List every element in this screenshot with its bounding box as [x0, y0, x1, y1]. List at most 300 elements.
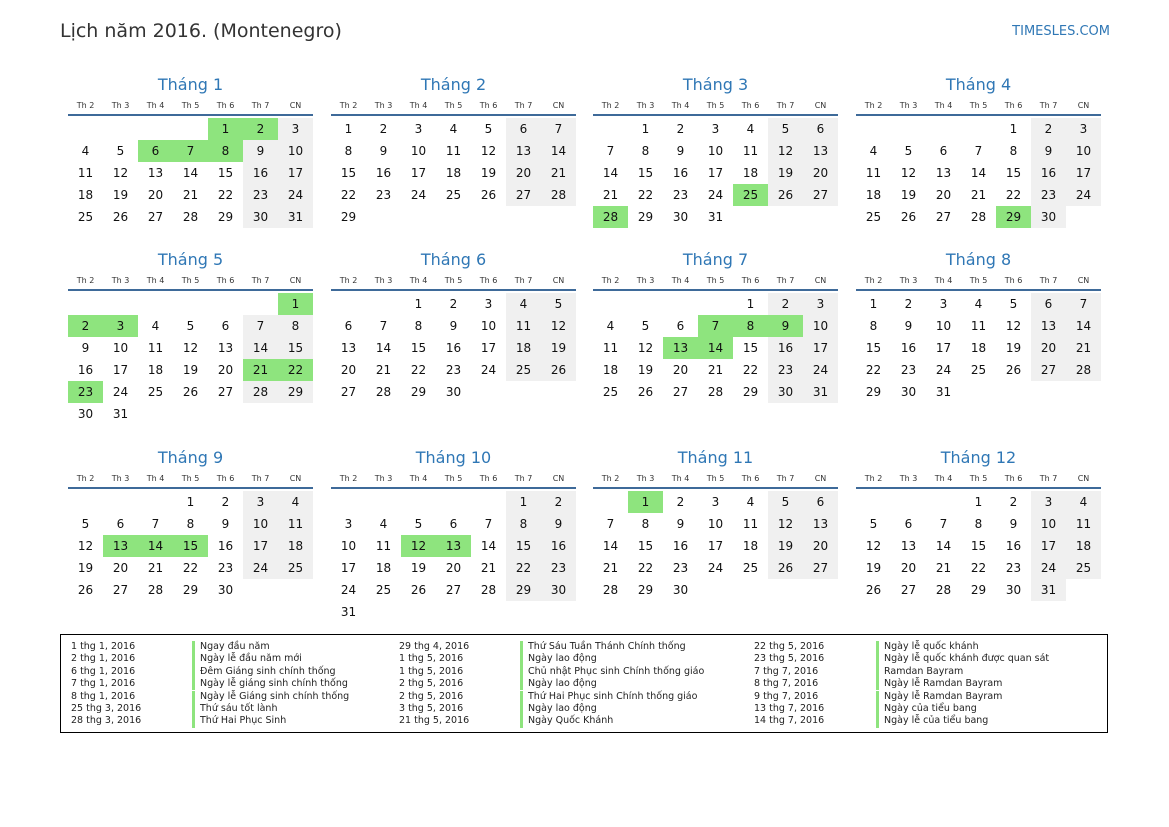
day-cell: 14 — [1066, 315, 1101, 337]
day-cell: 30 — [1031, 206, 1066, 228]
empty-cell — [961, 118, 996, 140]
weekday-label: CN — [552, 101, 565, 110]
day-cell: 14 — [602, 539, 619, 553]
day-cell: 25 — [445, 188, 462, 202]
day-cell: 8 — [414, 319, 423, 333]
day-cell: 11 — [77, 166, 94, 180]
day-cell: 23 — [445, 363, 462, 377]
day-cell: 22 — [1005, 188, 1022, 202]
day-cell: 14 — [541, 140, 576, 162]
day-cell: 26 — [112, 210, 129, 224]
month-title: Tháng 11 — [677, 448, 754, 467]
day-cell: 22 — [410, 363, 427, 377]
empty-cell — [401, 491, 436, 513]
day-cell: 20 — [1031, 337, 1066, 359]
day-cell: 10 — [803, 315, 838, 337]
day-cell: 28 — [243, 381, 278, 403]
day-cell: 16 — [445, 341, 462, 355]
weekday-label: Th 3 — [374, 101, 393, 110]
weekday-label: Th 2 — [601, 101, 620, 110]
day-cell: 22 — [217, 188, 234, 202]
day-cell: 21 — [1066, 337, 1101, 359]
day-cell: 4 — [1066, 491, 1101, 513]
day-cell: 5 — [116, 144, 125, 158]
day-cell: 27 — [445, 583, 462, 597]
weekday-label: CN — [1077, 474, 1090, 483]
weekday-label: Th 3 — [899, 276, 918, 285]
day-cell: 1 — [869, 297, 878, 311]
month-title: Tháng 1 — [157, 75, 224, 94]
day-cell: 10 — [1066, 140, 1101, 162]
day-cell: 19 — [77, 561, 94, 575]
day-cell: 3 — [484, 297, 493, 311]
weekday-label: Th 6 — [1004, 101, 1023, 110]
day-cell: 19 — [182, 363, 199, 377]
day-cell: 18 — [1066, 535, 1101, 557]
day-cell: 15 — [506, 535, 541, 557]
day-cell: 26 — [1005, 363, 1022, 377]
day-cell: 23 — [672, 188, 689, 202]
weekday-label: Th 5 — [706, 276, 725, 285]
weekday-label: Th 2 — [339, 101, 358, 110]
day-cell: 23 — [541, 557, 576, 579]
day-cell: 4 — [379, 517, 388, 531]
day-cell: 25 — [602, 385, 619, 399]
day-cell: 25 — [742, 561, 759, 575]
weekday-label: Th 5 — [969, 101, 988, 110]
holiday-day-cell: 1 — [278, 293, 313, 315]
weekday-header — [593, 273, 838, 291]
day-cell: 2 — [904, 297, 913, 311]
day-cell: 24 — [480, 363, 497, 377]
weekday-label: Th 2 — [339, 276, 358, 285]
day-cell: 19 — [410, 561, 427, 575]
day-cell: 28 — [147, 583, 164, 597]
empty-cell — [103, 118, 138, 140]
day-cell: 30 — [672, 210, 689, 224]
legend-holiday-name: Ngày lao động — [520, 653, 597, 665]
day-cell: 8 — [1009, 144, 1018, 158]
weekday-label: Th 6 — [216, 276, 235, 285]
day-cell: 30 — [1005, 583, 1022, 597]
day-cell: 6 — [506, 118, 541, 140]
day-cell: 9 — [1009, 517, 1018, 531]
day-cell: 28 — [480, 583, 497, 597]
day-cell: 23 — [243, 184, 278, 206]
day-cell: 8 — [641, 517, 650, 531]
day-cell: 19 — [900, 188, 917, 202]
legend-date: 2 thg 1, 2016 — [71, 653, 136, 665]
empty-cell — [471, 491, 506, 513]
day-cell: 1 — [1009, 122, 1018, 136]
weekday-label: Th 5 — [181, 474, 200, 483]
day-cell: 15 — [637, 166, 654, 180]
holiday-day-cell: 2 — [68, 315, 103, 337]
day-cell: 27 — [340, 385, 357, 399]
weekday-label: CN — [289, 276, 302, 285]
day-cell: 14 — [480, 539, 497, 553]
legend-holiday-name: Ngày lễ Ramdan Bayram — [876, 691, 1002, 703]
day-cell: 20 — [935, 188, 952, 202]
day-cell: 27 — [672, 385, 689, 399]
month-block — [856, 249, 1101, 403]
weekday-label: Th 5 — [706, 474, 725, 483]
day-cell: 2 — [676, 122, 685, 136]
day-cell: 5 — [904, 144, 913, 158]
page-title: Lịch năm 2016. (Montenegro) — [60, 20, 342, 42]
holiday-day-cell: 15 — [173, 535, 208, 557]
day-cell: 31 — [707, 210, 724, 224]
day-cell: 21 — [970, 188, 987, 202]
day-cell: 7 — [541, 118, 576, 140]
day-cell: 7 — [974, 144, 983, 158]
day-cell: 4 — [746, 495, 755, 509]
day-grid — [593, 293, 838, 403]
day-cell: 9 — [904, 319, 913, 333]
day-cell: 9 — [81, 341, 90, 355]
day-cell: 9 — [1031, 140, 1066, 162]
day-cell: 16 — [541, 535, 576, 557]
day-cell: 29 — [637, 210, 654, 224]
day-cell: 23 — [217, 561, 234, 575]
day-cell: 17 — [935, 341, 952, 355]
day-cell: 5 — [768, 118, 803, 140]
weekday-header — [68, 471, 313, 489]
day-cell: 17 — [480, 341, 497, 355]
day-cell: 1 — [506, 491, 541, 513]
day-cell: 13 — [1031, 315, 1066, 337]
day-cell: 27 — [1031, 359, 1066, 381]
weekday-label: Th 4 — [934, 474, 953, 483]
legend-holiday-name: Ngày lễ giáng sinh chính thống — [192, 678, 348, 690]
weekday-header — [68, 273, 313, 291]
holiday-day-cell: 2 — [243, 118, 278, 140]
day-cell: 1 — [746, 297, 755, 311]
month-title: Tháng 2 — [420, 75, 487, 94]
day-cell: 26 — [480, 188, 497, 202]
day-cell: 5 — [1009, 297, 1018, 311]
day-cell: 19 — [541, 337, 576, 359]
day-cell: 7 — [379, 319, 388, 333]
day-cell: 26 — [865, 583, 882, 597]
day-cell: 25 — [77, 210, 94, 224]
legend-date: 25 thg 3, 2016 — [71, 703, 142, 714]
day-cell: 26 — [637, 385, 654, 399]
day-grid — [856, 491, 1101, 601]
holiday-day-cell: 9 — [768, 315, 803, 337]
day-cell: 22 — [506, 557, 541, 579]
day-cell: 2 — [676, 495, 685, 509]
day-cell: 8 — [869, 319, 878, 333]
day-cell: 4 — [746, 122, 755, 136]
legend-holiday-name: Thứ Hai Phục sinh Chính thống giáo — [520, 691, 697, 703]
day-cell: 4 — [974, 297, 983, 311]
day-cell: 30 — [77, 407, 94, 421]
day-cell: 1 — [641, 122, 650, 136]
day-cell: 5 — [641, 319, 650, 333]
holiday-day-cell: 22 — [278, 359, 313, 381]
day-grid — [856, 118, 1101, 228]
weekday-header — [331, 273, 576, 291]
empty-cell — [331, 491, 366, 513]
weekday-label: Th 5 — [181, 276, 200, 285]
day-cell: 29 — [742, 385, 759, 399]
day-cell: 2 — [449, 297, 458, 311]
weekday-label: Th 5 — [444, 276, 463, 285]
day-cell: 15 — [637, 539, 654, 553]
day-cell: 3 — [1066, 118, 1101, 140]
weekday-label: Th 7 — [776, 276, 795, 285]
weekday-label: Th 3 — [374, 474, 393, 483]
day-cell: 27 — [900, 583, 917, 597]
day-cell: 6 — [939, 144, 948, 158]
day-cell: 4 — [506, 293, 541, 315]
legend-date: 1 thg 5, 2016 — [399, 665, 464, 677]
day-cell: 9 — [676, 144, 685, 158]
day-cell: 17 — [707, 539, 724, 553]
day-cell: 10 — [278, 140, 313, 162]
day-cell: 12 — [77, 539, 94, 553]
day-cell: 15 — [1005, 166, 1022, 180]
weekday-label: CN — [1077, 101, 1090, 110]
day-cell: 20 — [340, 363, 357, 377]
day-cell: 10 — [410, 144, 427, 158]
weekday-label: CN — [814, 276, 827, 285]
day-cell: 25 — [1066, 557, 1101, 579]
day-grid — [331, 293, 576, 403]
legend-date: 8 thg 7, 2016 — [754, 678, 819, 690]
day-cell: 3 — [939, 297, 948, 311]
month-title: Tháng 4 — [945, 75, 1012, 94]
empty-cell — [891, 491, 926, 513]
month-block — [856, 447, 1101, 601]
day-cell: 18 — [147, 363, 164, 377]
empty-cell — [138, 293, 173, 315]
day-cell: 8 — [974, 517, 983, 531]
day-cell: 16 — [77, 363, 94, 377]
day-cell: 9 — [243, 140, 278, 162]
day-cell: 5 — [768, 491, 803, 513]
day-cell: 5 — [414, 517, 423, 531]
day-cell: 3 — [1031, 491, 1066, 513]
legend-date: 9 thg 7, 2016 — [754, 690, 819, 702]
empty-cell — [173, 118, 208, 140]
weekday-header — [68, 98, 313, 116]
weekday-label: Th 3 — [636, 101, 655, 110]
day-cell: 25 — [865, 210, 882, 224]
day-cell: 12 — [1005, 319, 1022, 333]
day-cell: 17 — [410, 166, 427, 180]
legend-date: 23 thg 5, 2016 — [754, 653, 825, 665]
day-cell: 26 — [182, 385, 199, 399]
day-cell: 21 — [935, 561, 952, 575]
day-cell: 21 — [182, 188, 199, 202]
day-cell: 6 — [116, 517, 125, 531]
holiday-day-cell: 23 — [68, 381, 103, 403]
day-cell: 16 — [217, 539, 234, 553]
day-cell: 15 — [410, 341, 427, 355]
weekday-label: Th 6 — [1004, 474, 1023, 483]
day-cell: 30 — [900, 385, 917, 399]
day-cell: 13 — [217, 341, 234, 355]
day-cell: 18 — [375, 561, 392, 575]
day-cell: 21 — [375, 363, 392, 377]
holiday-day-cell: 7 — [173, 140, 208, 162]
day-cell: 16 — [768, 337, 803, 359]
day-cell: 19 — [768, 535, 803, 557]
day-cell: 26 — [541, 359, 576, 381]
month-block — [331, 249, 576, 403]
day-grid — [856, 293, 1101, 403]
day-cell: 10 — [707, 517, 724, 531]
weekday-label: Th 4 — [671, 101, 690, 110]
day-cell: 13 — [803, 513, 838, 535]
holiday-day-cell: 29 — [996, 206, 1031, 228]
legend-holiday-name: Ngày lễ Ramdan Bayram — [876, 678, 1002, 690]
holiday-day-cell: 6 — [138, 140, 173, 162]
legend-holiday-name: Ngày Quốc Khánh — [520, 715, 613, 727]
holiday-day-cell: 1 — [628, 491, 663, 513]
day-grid — [68, 118, 313, 228]
weekday-label: Th 7 — [514, 101, 533, 110]
weekday-label: Th 3 — [636, 474, 655, 483]
empty-cell — [103, 293, 138, 315]
weekday-label: Th 6 — [479, 474, 498, 483]
day-cell: 21 — [707, 363, 724, 377]
weekday-label: Th 4 — [409, 101, 428, 110]
weekday-label: Th 5 — [181, 101, 200, 110]
empty-cell — [663, 293, 698, 315]
weekday-header — [856, 98, 1101, 116]
empty-cell — [593, 118, 628, 140]
day-cell: 3 — [278, 118, 313, 140]
day-cell: 13 — [900, 539, 917, 553]
day-cell: 28 — [1066, 359, 1101, 381]
day-cell: 16 — [900, 341, 917, 355]
day-cell: 28 — [935, 583, 952, 597]
legend-holiday-name: Ngay đầu năm — [192, 641, 270, 653]
empty-cell — [628, 293, 663, 315]
day-cell: 8 — [344, 144, 353, 158]
day-cell: 23 — [900, 363, 917, 377]
legend-date: 29 thg 4, 2016 — [399, 641, 470, 652]
weekday-label: Th 2 — [864, 474, 883, 483]
day-cell: 20 — [803, 535, 838, 557]
day-cell: 9 — [221, 517, 230, 531]
day-cell: 31 — [340, 605, 357, 619]
empty-cell — [68, 293, 103, 315]
empty-cell — [593, 491, 628, 513]
day-cell: 18 — [970, 341, 987, 355]
day-cell: 11 — [742, 144, 759, 158]
day-cell: 26 — [768, 184, 803, 206]
weekday-label: CN — [814, 474, 827, 483]
day-cell: 10 — [112, 341, 129, 355]
weekday-label: Th 2 — [601, 276, 620, 285]
day-grid — [68, 491, 313, 601]
day-cell: 22 — [637, 561, 654, 575]
weekday-label: Th 4 — [409, 276, 428, 285]
day-cell: 17 — [1031, 535, 1066, 557]
day-cell: 28 — [375, 385, 392, 399]
day-grid — [331, 118, 576, 228]
day-cell: 24 — [243, 557, 278, 579]
month-block — [593, 447, 838, 601]
day-cell: 9 — [379, 144, 388, 158]
weekday-label: CN — [289, 474, 302, 483]
month-title: Tháng 3 — [682, 75, 749, 94]
day-cell: 15 — [340, 166, 357, 180]
month-title: Tháng 7 — [682, 250, 749, 269]
day-cell: 14 — [243, 337, 278, 359]
day-cell: 7 — [606, 517, 615, 531]
day-cell: 11 — [278, 513, 313, 535]
day-cell: 17 — [803, 337, 838, 359]
day-cell: 21 — [147, 561, 164, 575]
day-cell: 30 — [541, 579, 576, 601]
weekday-label: Th 5 — [969, 276, 988, 285]
holiday-day-cell: 14 — [698, 337, 733, 359]
day-cell: 28 — [541, 184, 576, 206]
legend-date: 1 thg 1, 2016 — [71, 641, 136, 652]
day-cell: 18 — [602, 363, 619, 377]
legend-holiday-name: Thứ sáu tốt lành — [192, 703, 277, 715]
holiday-day-cell: 8 — [733, 315, 768, 337]
empty-cell — [593, 293, 628, 315]
day-cell: 22 — [637, 188, 654, 202]
weekday-label: Th 6 — [479, 101, 498, 110]
legend-date: 21 thg 5, 2016 — [399, 715, 470, 727]
weekday-label: Th 6 — [741, 474, 760, 483]
day-cell: 15 — [217, 166, 234, 180]
day-cell: 19 — [865, 561, 882, 575]
empty-cell — [366, 491, 401, 513]
day-cell: 24 — [1066, 184, 1101, 206]
day-cell: 12 — [480, 144, 497, 158]
day-cell: 24 — [707, 561, 724, 575]
day-cell: 15 — [742, 341, 759, 355]
legend-holiday-name: Đêm Giáng sinh chính thống — [192, 666, 336, 678]
empty-cell — [891, 118, 926, 140]
day-grid — [593, 118, 838, 228]
day-cell: 8 — [641, 144, 650, 158]
day-cell: 16 — [672, 539, 689, 553]
day-cell: 3 — [803, 293, 838, 315]
weekday-header — [593, 471, 838, 489]
day-cell: 12 — [541, 315, 576, 337]
weekday-label: Th 2 — [601, 474, 620, 483]
day-cell: 28 — [602, 583, 619, 597]
site-link[interactable]: TIMESLES.COM — [1012, 24, 1110, 39]
day-cell: 2 — [541, 491, 576, 513]
day-cell: 27 — [506, 184, 541, 206]
day-cell: 29 — [278, 381, 313, 403]
day-cell: 14 — [970, 166, 987, 180]
month-block — [331, 74, 576, 228]
day-cell: 31 — [803, 381, 838, 403]
day-cell: 13 — [340, 341, 357, 355]
weekday-label: Th 3 — [899, 474, 918, 483]
day-cell: 20 — [147, 188, 164, 202]
weekday-label: Th 4 — [934, 276, 953, 285]
empty-cell — [856, 491, 891, 513]
day-cell: 16 — [1031, 162, 1066, 184]
day-cell: 24 — [935, 363, 952, 377]
weekday-label: CN — [1077, 276, 1090, 285]
month-title: Tháng 5 — [157, 250, 224, 269]
weekday-label: Th 7 — [251, 474, 270, 483]
legend-holiday-name: Ngày lễ Giáng sinh chính thống — [192, 691, 349, 703]
